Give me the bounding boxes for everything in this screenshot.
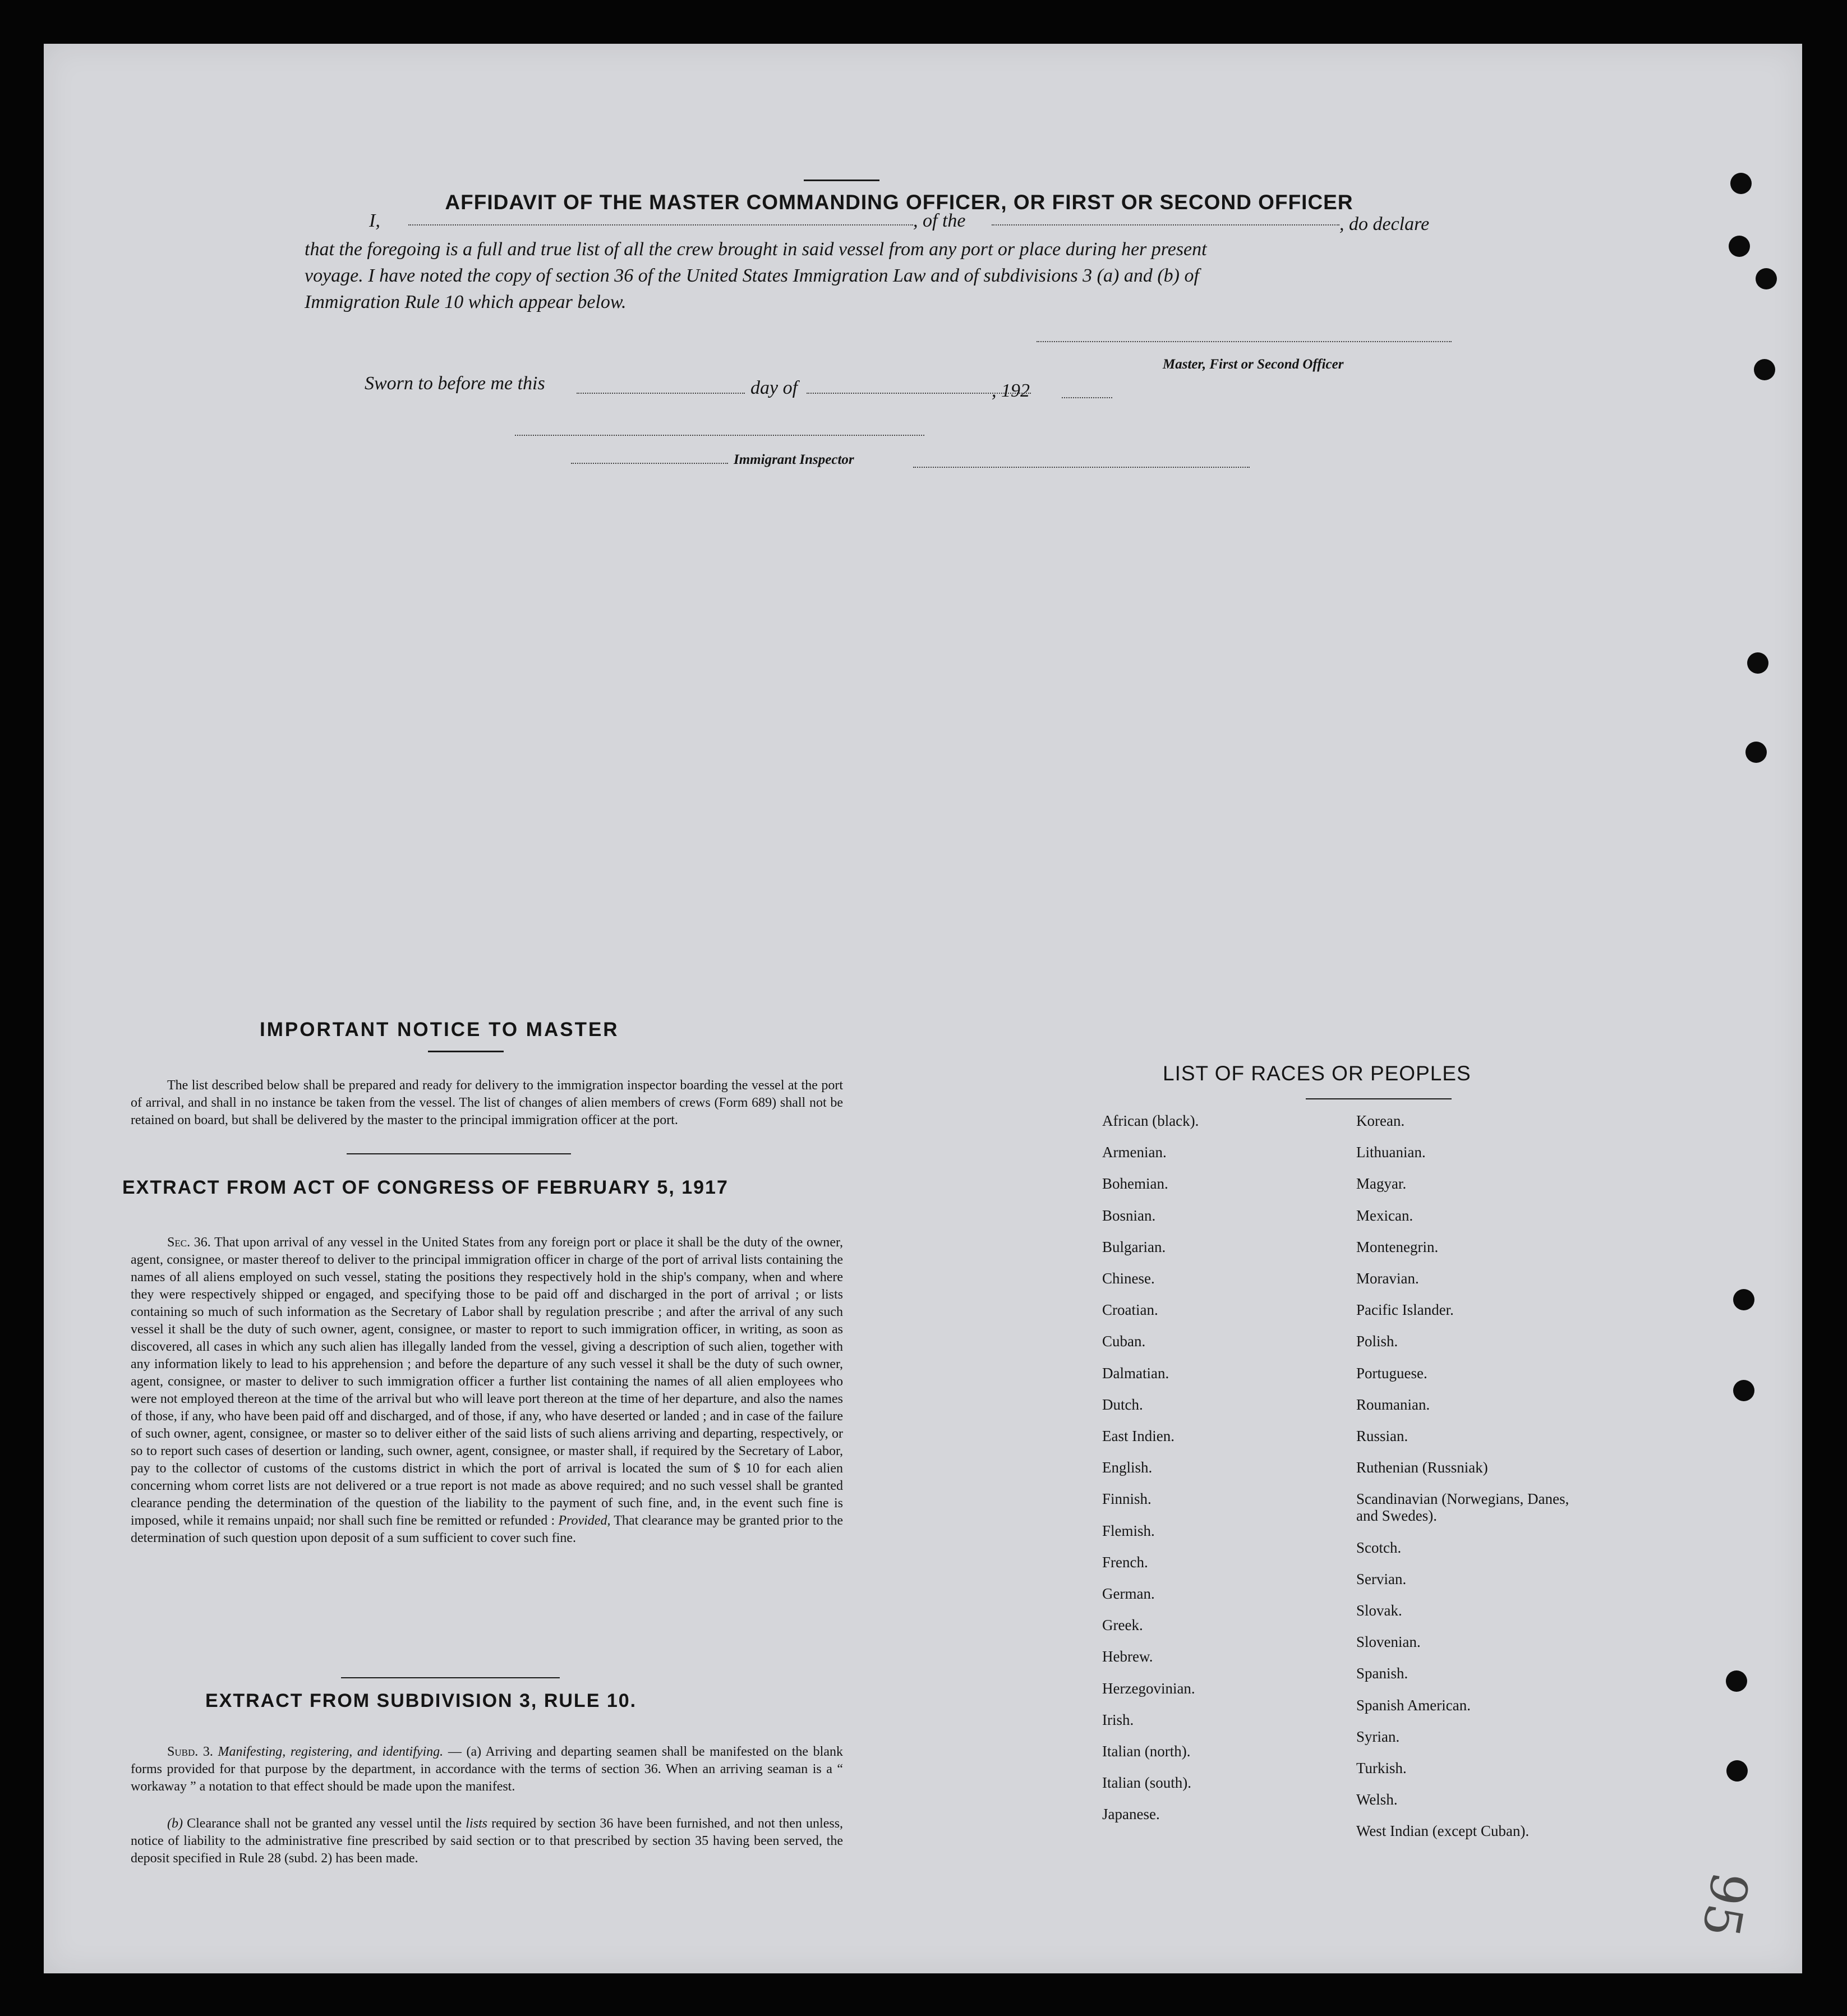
- sworn-label: Sworn to before me this: [365, 373, 545, 394]
- race-item: Bohemian.: [1102, 1175, 1168, 1193]
- of-the-label: , of the: [913, 210, 966, 231]
- declaration-line-3: Immigration Rule 10 which appear below.: [305, 292, 627, 312]
- race-item: German.: [1102, 1585, 1155, 1602]
- subd-heading: Manifesting, registering, and identifying.: [218, 1745, 444, 1759]
- document-page: [44, 44, 1802, 1973]
- race-item: Montenegrin.: [1356, 1238, 1439, 1255]
- name-field[interactable]: [408, 223, 913, 225]
- notice-divider: [347, 1153, 571, 1154]
- provided-label: Provided,: [558, 1513, 611, 1528]
- binder-hole: [1745, 742, 1767, 763]
- act-extract-title: EXTRACT FROM ACT OF CONGRESS OF FEBRUARY 5, 1917: [122, 1177, 729, 1198]
- para-a-text: Arriving and departing seamen shall be manifested on the blank forms provided for that purpose by the department, in accordance with the terms of section 36. When an arriving seaman is a “ workaway ” a notation to that effect should be made upon the manifest.: [131, 1745, 843, 1794]
- margin-note: 95: [1691, 1867, 1760, 1942]
- sworn-day-field[interactable]: [577, 392, 745, 394]
- race-item: Hebrew.: [1102, 1648, 1153, 1665]
- race-item: Bosnian.: [1102, 1207, 1156, 1224]
- section-text-end: That clearance may be granted prior to the determination of such question upon deposit of a sum sufficient to cover such fine.: [131, 1513, 843, 1545]
- races-underline: [1306, 1098, 1452, 1099]
- race-item: Korean.: [1356, 1112, 1405, 1129]
- race-item: Croatian.: [1102, 1301, 1158, 1319]
- notice-underline: [428, 1051, 504, 1052]
- race-item: Japanese.: [1102, 1806, 1160, 1823]
- race-item: Moravian.: [1356, 1270, 1419, 1287]
- para-b-text-1: Clearance shall not be granted any vessel until the: [187, 1816, 462, 1831]
- binder-hole: [1733, 1289, 1754, 1310]
- race-item: Cuban.: [1102, 1333, 1146, 1350]
- race-item: Pacific Islander.: [1356, 1301, 1454, 1319]
- race-item: Italian (south).: [1102, 1774, 1191, 1792]
- race-item: Slovak.: [1356, 1602, 1402, 1619]
- race-item: Welsh.: [1356, 1791, 1398, 1808]
- master-signature-caption: Master, First or Second Officer: [1163, 357, 1344, 372]
- race-item: Spanish.: [1356, 1665, 1408, 1682]
- para-b-lists: lists: [466, 1816, 487, 1831]
- day-of-label: day of: [750, 378, 798, 398]
- declaration-line-1: that the foregoing is a full and true list of all the crew brought in said vessel from any port or place during her present: [305, 239, 1207, 260]
- race-item: Chinese.: [1102, 1270, 1155, 1287]
- binder-hole: [1726, 1760, 1748, 1782]
- act-divider: [341, 1677, 560, 1678]
- binder-hole: [1726, 1670, 1747, 1692]
- year-label: , 192: [992, 380, 1030, 401]
- master-signature-field[interactable]: [1037, 340, 1452, 342]
- race-item: Turkish.: [1356, 1760, 1407, 1776]
- rule-para-b: [131, 1815, 843, 1867]
- race-item: Syrian.: [1356, 1728, 1400, 1745]
- race-item: Magyar.: [1356, 1175, 1407, 1193]
- title-underline: [804, 179, 879, 181]
- race-item: Finnish.: [1102, 1490, 1152, 1508]
- act-extract-body: [131, 1234, 843, 1547]
- race-item: Roumanian.: [1356, 1396, 1430, 1413]
- inspector-line-right: [913, 466, 1250, 468]
- notice-body: The list described below shall be prepared and ready for delivery to the immigration inspector boarding the vessel at the port of arrival, and shall in no instance be taken from the vessel. The list of changes of alien members of crews (Form 689) shall not be retained on board, but shall be delivered by the master to the principal immigration officer at the port.: [131, 1078, 843, 1127]
- do-declare-label: , do declare: [1339, 214, 1430, 234]
- race-item: Dalmatian.: [1102, 1364, 1169, 1382]
- section-label: Sec. 36.: [167, 1235, 211, 1250]
- race-item: Portuguese.: [1356, 1364, 1427, 1382]
- race-item: Greek.: [1102, 1617, 1143, 1634]
- race-item: Dutch.: [1102, 1396, 1143, 1413]
- race-item: Russian.: [1356, 1428, 1408, 1444]
- section-text: That upon arrival of any vessel in the United States from any foreign port or place it shall be the duty of the owner, agent, consignee, or master thereof to deliver to the principal immigration officer in charge of the port of arrival lists containing the names of all aliens employed on such vessel, stating the positions they respectively hold in the ship's company, when and where they were respectively shipped or engaged, and specifying those to be paid off and discharged in the port of arrival ; or lists containing so much of such information as the Secretary of Labor shall by regulation prescribe ; and after the arrival of any such vessel it shall be the duty of such owner, agent, consignee, or master to report to such immigration officer, in writing, as soon as discovered, all cases in which any such alien has illegally landed from the vessel, giving a description of such alien, together with any information likely to lead to his apprehension ; and before the departure of any such vessel it shall be the duty of such owner, agent, consignee, or master to deliver to such immigration officer a further list containing the names of all alien employees who were not employed thereon at the time of the arrival but who will leave port thereon at the time of her departure, and also the names of those, if any, who have been paid off and discharged, and of those, if any, who have deserted or landed ; and in case of the failure of such owner, agent, consignee, or master so to deliver either of the said lists of such aliens arriving and departing, respectively, or so to report such cases of desertion or landing, such owner, agent, consignee, or master shall, if required by the Secretary of Labor, pay to the collector of customs of the customs district in which the port of arrival is located the sum of $ 10 for each alien concerning whom corret lists are not delivered or a true report is not made as above required; and no such vessel shall be granted clearance pending the determination of the question of the liability to the payment of such fine, and, in the event such fine is imposed, while it remains unpaid; nor shall such fine be remitted or refunded :: [131, 1235, 844, 1528]
- inspector-line-left: [571, 462, 728, 464]
- para-a-label: — (a): [448, 1745, 482, 1759]
- race-item: Ruthenian (Russniak): [1356, 1459, 1488, 1476]
- binder-hole: [1730, 173, 1752, 194]
- races-title: LIST OF RACES OR PEOPLES: [1163, 1062, 1471, 1085]
- race-item: Lithuanian.: [1356, 1144, 1426, 1161]
- binder-hole: [1733, 1380, 1754, 1401]
- race-item: Polish.: [1356, 1333, 1398, 1350]
- affidavit-title: AFFIDAVIT OF THE MASTER COMMANDING OFFICER, OR FIRST OR SECOND OFFICER: [445, 191, 1353, 214]
- race-item: Flemish.: [1102, 1522, 1155, 1539]
- race-item: Spanish American.: [1356, 1696, 1471, 1714]
- inspector-signature-field[interactable]: [515, 434, 924, 436]
- race-item: East Indien.: [1102, 1428, 1174, 1444]
- race-item: English.: [1102, 1459, 1153, 1476]
- subd-label: Subd. 3.: [167, 1745, 213, 1759]
- para-b-label: (b): [167, 1816, 183, 1831]
- race-item: Slovenian.: [1356, 1633, 1421, 1651]
- binder-hole: [1729, 236, 1750, 257]
- race-item: Irish.: [1102, 1711, 1134, 1728]
- para-b-text-2: required by section 36 have been furnished, and not then unless, notice of liability to the administrative fine prescribed by said section or to that prescribed by section 35 having been served, the deposit specified in Rule 28 (subd. 2) has been made.: [131, 1816, 844, 1866]
- race-item: Scandinavian (Norwegians, Danes, and Swedes).: [1356, 1490, 1569, 1525]
- year-field[interactable]: [1062, 396, 1112, 398]
- binder-hole: [1754, 359, 1775, 380]
- race-item: Herzegovinian.: [1102, 1679, 1195, 1697]
- binder-hole: [1756, 268, 1777, 289]
- race-item: Armenian.: [1102, 1144, 1167, 1161]
- i-label: I,: [369, 210, 380, 231]
- race-item: Mexican.: [1356, 1207, 1413, 1224]
- race-item: Bulgarian.: [1102, 1238, 1166, 1255]
- declaration-line-2: voyage. I have noted the copy of section 36 of the United States Immigration Law and of subdivisions 3 (a) and (b) of: [305, 265, 1199, 286]
- race-item: West Indian (except Cuban).: [1356, 1822, 1530, 1840]
- race-item: Servian.: [1356, 1570, 1407, 1587]
- rule-para-a: [131, 1743, 843, 1796]
- inspector-caption: Immigrant Inspector: [734, 452, 854, 467]
- binder-hole: [1747, 652, 1768, 674]
- race-item: African (black).: [1102, 1112, 1199, 1129]
- notice-title: IMPORTANT NOTICE TO MASTER: [260, 1019, 619, 1041]
- race-item: French.: [1102, 1553, 1148, 1571]
- race-item: Italian (north).: [1102, 1743, 1191, 1760]
- rule-extract-title: EXTRACT FROM SUBDIVISION 3, RULE 10.: [205, 1690, 637, 1711]
- vessel-field[interactable]: [992, 223, 1339, 225]
- race-item: Scotch.: [1356, 1539, 1402, 1556]
